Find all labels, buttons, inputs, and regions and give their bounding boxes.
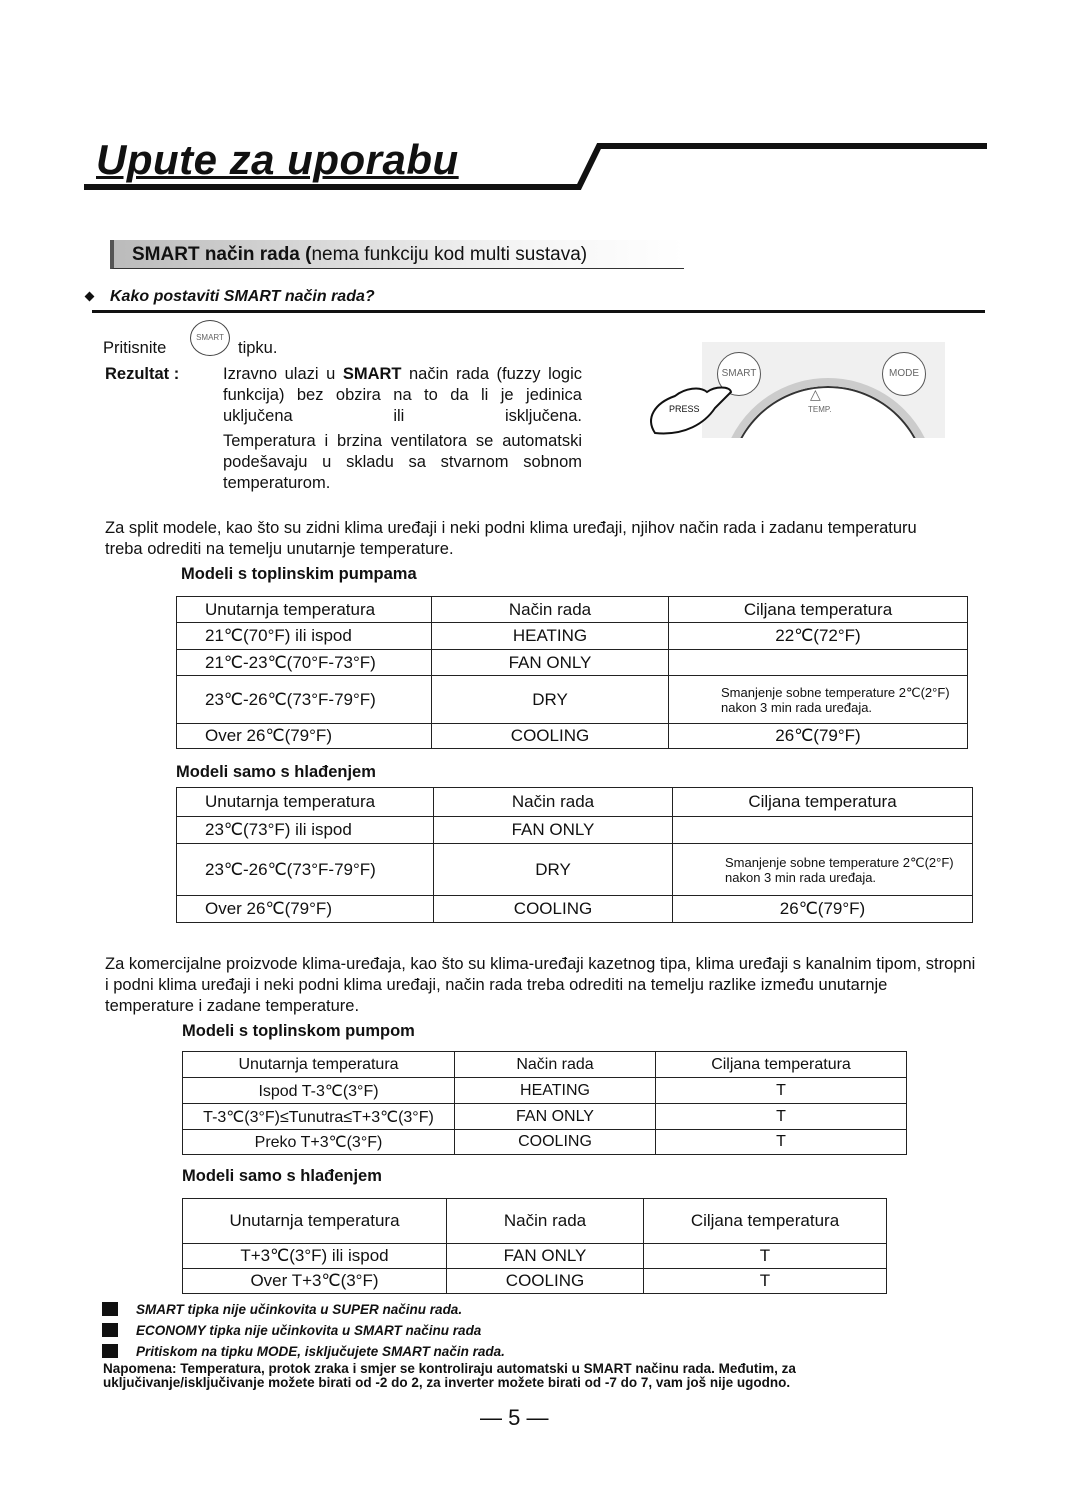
temp-up-icon: △ — [810, 386, 821, 402]
table-cell: Over 26℃(79°F) — [177, 896, 434, 923]
table-cell: DRY — [434, 844, 673, 896]
paragraph-commercial: Za komercijalne proizvode klima-uređaja, kao što su klima-uređaji kazetnog tipa, klima uređaji s kanalnim tipom, stropni i podni klima uređaji i neki podni klima uređaji, način rada treba odrediti na temelju razlike između unutarnje temperature i zadane temperature. — [105, 955, 976, 1015]
table-row — [183, 1269, 887, 1294]
table-heading: Modeli s toplinskom pumpom — [182, 1022, 415, 1040]
smart-button: SMART — [717, 352, 761, 396]
page-title: Upute za uporabu — [96, 136, 459, 183]
table-cell: T — [644, 1244, 887, 1269]
press-label: PRESS — [669, 404, 700, 414]
table-row — [177, 896, 973, 923]
table-cell: Over T+3℃(3°F) — [183, 1269, 447, 1294]
table-cell: COOLING — [434, 896, 673, 923]
section-heading: SMART način rada (nema funkciju kod multi sustava) — [110, 240, 684, 269]
mode-table — [176, 596, 968, 749]
press-text: Pritisnite — [103, 339, 167, 357]
note-2: ECONOMY tipka nije učinkovita u SMART načinu rada — [136, 1323, 482, 1338]
check-icon — [102, 1323, 118, 1337]
table-cell: Ciljana temperatura — [669, 597, 968, 623]
mode-table — [176, 787, 973, 923]
result-text-1: Izravno ulazi u SMART način rada (fuzzy logic funkcija) bez obzira na to da li je jedinica uključena ili isključena. — [223, 365, 582, 425]
remote-illustration — [645, 338, 945, 438]
note-3: Pritiskom na tipku MODE, isključujete SMART način rada. — [136, 1344, 505, 1359]
table-cell: Unutarnja temperatura — [183, 1199, 447, 1244]
table-row — [177, 650, 968, 676]
note-1: SMART tipka nije učinkovita u SUPER načinu rada. — [136, 1302, 463, 1317]
table-cell: FAN ONLY — [447, 1244, 644, 1269]
table-cell: T — [656, 1104, 907, 1130]
table-cell: 23℃(73°F) ili ispod — [177, 817, 434, 844]
table-cell: 21℃(70°F) ili ispod — [177, 623, 432, 650]
table-row — [177, 844, 973, 896]
table-header-row — [177, 788, 973, 817]
result-text-2: Temperatura i brzina ventilatora se automatski podešavaju u skladu sa stvarnom sobnom temperaturom. — [223, 432, 582, 492]
table-cell: COOLING — [455, 1130, 656, 1155]
table-cell — [669, 650, 968, 676]
table-cell: T — [656, 1130, 907, 1155]
check-icon — [102, 1302, 118, 1316]
table-cell — [673, 817, 973, 844]
table-row — [177, 623, 968, 650]
subheading: Kako postaviti SMART način rada? — [110, 288, 375, 305]
table-cell: FAN ONLY — [432, 650, 669, 676]
table-cell: Over 26℃(79°F) — [177, 724, 432, 749]
table-cell: Ciljana temperatura — [656, 1052, 907, 1078]
table-cell: Unutarnja temperatura — [177, 788, 434, 817]
table-row — [183, 1078, 907, 1104]
page-number: — 5 — — [480, 1405, 549, 1430]
press-text-post: tipku. — [238, 339, 278, 357]
title-rule — [84, 140, 989, 192]
table-row — [183, 1104, 907, 1130]
mode-table — [182, 1051, 907, 1155]
table-cell: HEATING — [432, 623, 669, 650]
mode-table — [182, 1198, 887, 1294]
table-heading: Modeli s toplinskim pumpama — [181, 565, 417, 583]
table-cell: COOLING — [447, 1269, 644, 1294]
table-cell: 23℃-26℃(73°F-79°F) — [177, 676, 432, 724]
result-label: Rezultat : — [105, 365, 180, 383]
table-row — [183, 1130, 907, 1155]
table-cell: T+3℃(3°F) ili ispod — [183, 1244, 447, 1269]
table-cell: T — [644, 1269, 887, 1294]
table-cell: Način rada — [432, 597, 669, 623]
table-cell: 26℃(79°F) — [673, 896, 973, 923]
table-cell: Ispod T-3℃(3°F) — [183, 1078, 455, 1104]
table-row — [177, 676, 968, 724]
bullet-icon — [85, 292, 95, 302]
table-heading: Modeli samo s hlađenjem — [176, 763, 376, 781]
napomena: Napomena: Temperatura, protok zraka i smjer se kontroliraju automatski u SMART načinu rada. Međutim, za uključivanje/isključivanje možete birati od -2 do 2, za inverter možete birati od -7 do 7, vam još nije ugodno. — [103, 1361, 796, 1390]
table-cell: FAN ONLY — [434, 817, 673, 844]
check-icon — [102, 1344, 118, 1358]
table-cell: COOLING — [432, 724, 669, 749]
table-cell: HEATING — [455, 1078, 656, 1104]
table-header-row — [177, 597, 968, 623]
table-cell: 22℃(72°F) — [669, 623, 968, 650]
table-cell: Način rada — [434, 788, 673, 817]
temp-label: TEMP. — [808, 405, 832, 414]
table-cell: Način rada — [447, 1199, 644, 1244]
table-cell: T-3℃(3°F)≤Tunutra≤T+3℃(3°F) — [183, 1104, 455, 1130]
table-row — [177, 817, 973, 844]
table-row — [177, 724, 968, 749]
table-cell: DRY — [432, 676, 669, 724]
table-cell: Unutarnja temperatura — [177, 597, 432, 623]
divider — [92, 310, 985, 313]
smart-button-icon: SMART — [190, 320, 230, 356]
table-cell: Smanjenje sobne temperature 2℃(2°F) nakon 3 min rada uređaja. — [669, 676, 968, 724]
table-cell: 23℃-26℃(73°F-79°F) — [177, 844, 434, 896]
table-row — [183, 1244, 887, 1269]
mode-button: MODE — [882, 352, 926, 396]
table-cell: T — [656, 1078, 907, 1104]
table-cell: FAN ONLY — [455, 1104, 656, 1130]
table-header-row — [183, 1199, 887, 1244]
table-cell: Ciljana temperatura — [644, 1199, 887, 1244]
table-cell: Način rada — [455, 1052, 656, 1078]
table-header-row — [183, 1052, 907, 1078]
table-cell: 26℃(79°F) — [669, 724, 968, 749]
table-cell: 21℃-23℃(70°F-73°F) — [177, 650, 432, 676]
table-cell: Ciljana temperatura — [673, 788, 973, 817]
paragraph-split: Za split modele, kao što su zidni klima uređaji i neki podni klima uređaji, njihov način rada i zadanu temperaturu treba odrediti na temelju unutarnje temperature. — [105, 519, 917, 558]
table-cell: Unutarnja temperatura — [183, 1052, 455, 1078]
table-cell: Preko T+3℃(3°F) — [183, 1130, 455, 1155]
table-heading: Modeli samo s hlađenjem — [182, 1167, 382, 1185]
table-cell: Smanjenje sobne temperature 2℃(2°F) nakon 3 min rada uređaja. — [673, 844, 973, 896]
